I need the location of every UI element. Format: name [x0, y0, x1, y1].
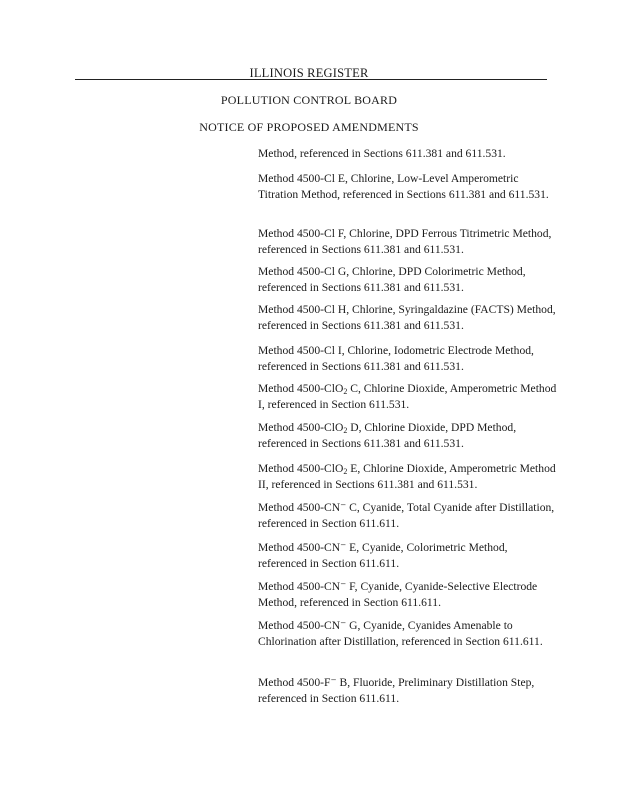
method-entry: Method 4500-Cl H, Chlorine, Syringaldazine (FACTS) Method, referenced in Sections 611.381 and 611.531.	[258, 303, 556, 332]
method-entry: Method 4500-CN⁻ F, Cyanide, Cyanide-Selective Electrode Method, referenced in Section 611.611.	[258, 580, 538, 609]
notice-heading: NOTICE OF PROPOSED AMENDMENTS	[199, 120, 419, 134]
method-entry: Method 4500-F⁻ B, Fluoride, Preliminary Distillation Step, referenced in Section 611.611.	[258, 676, 535, 705]
method-entry: Method 4500-Cl F, Chlorine, DPD Ferrous Titrimetric Method, referenced in Sections 611.381 and 611.531.	[258, 227, 552, 256]
register-title: ILLINOIS REGISTER	[249, 66, 369, 80]
header-rule	[75, 79, 547, 80]
method-entry: Method 4500-Cl I, Chlorine, Iodometric Electrode Method, referenced in Sections 611.381 and 611.531.	[258, 344, 534, 373]
method-entry: Method 4500-ClO$_2$ D, Chlorine Dioxide, DPD Method, referenced in Sections 611.381 and 611.531.	[258, 421, 517, 450]
method-entry: Method, referenced in Sections 611.381 and 611.531.	[258, 147, 506, 160]
board-name: POLLUTION CONTROL BOARD	[220, 93, 398, 107]
method-entry: Method 4500-Cl E, Chlorine, Low-Level Amperometric Titration Method, referenced in Sections 611.381 and 611.531.	[258, 172, 549, 201]
method-entry: Method 4500-CN⁻ E, Cyanide, Colorimetric Method, referenced in Section 611.611.	[258, 541, 508, 570]
method-entry: Method 4500-CN⁻ C, Cyanide, Total Cyanide after Distillation, referenced in Section 611.611.	[258, 501, 555, 530]
method-entry: Method 4500-Cl G, Chlorine, DPD Colorimetric Method, referenced in Sections 611.381 and 611.531.	[258, 265, 526, 294]
method-entry: Method 4500-ClO$_2$ C, Chlorine Dioxide, Amperometric Method I, referenced in Section 611.531.	[258, 382, 557, 411]
method-entry: Method 4500-CN⁻ G, Cyanide, Cyanides Amenable to Chlorination after Distillation, referenced in Section 611.611.	[258, 619, 543, 648]
method-entry: Method 4500-ClO$_2$ E, Chlorine Dioxide, Amperometric Method II, referenced in Sections 611.381 and 611.531.	[258, 462, 556, 491]
